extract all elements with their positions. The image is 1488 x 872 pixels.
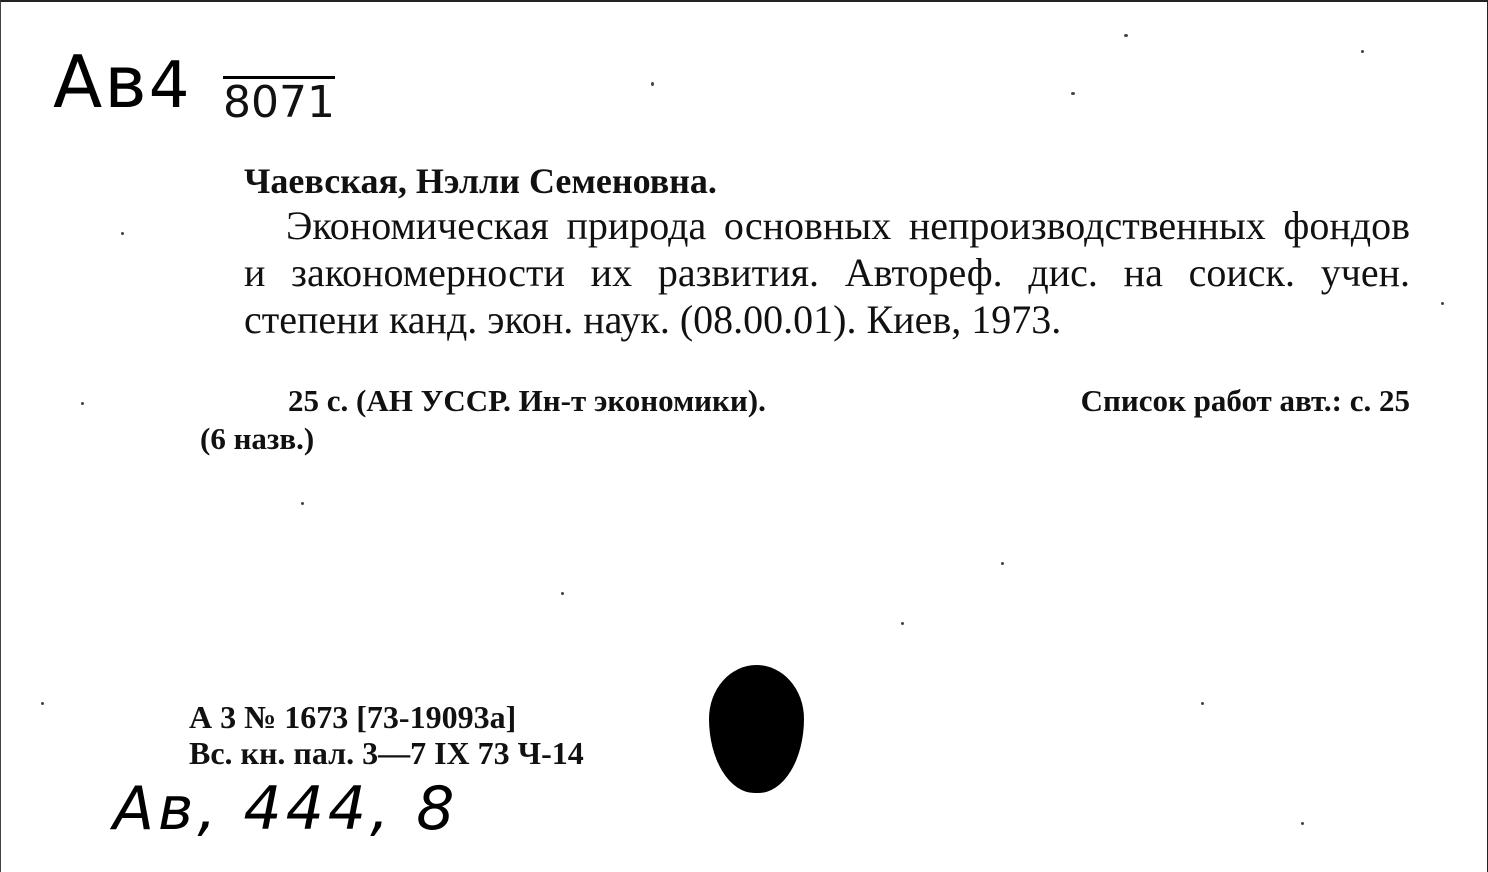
handwritten-shelfmark: Ав, 444, 8	[113, 774, 459, 844]
pagination-note	[200, 382, 1410, 458]
scan-speck	[1441, 302, 1444, 305]
scan-speck	[1301, 822, 1304, 825]
bibliography-note: Список работ авт.: с. 25	[1080, 383, 1410, 418]
scan-speck	[121, 232, 124, 235]
scan-speck	[41, 702, 44, 705]
scan-speck	[81, 402, 84, 405]
call-number-digits: 8071	[223, 77, 335, 128]
scan-speck	[901, 622, 904, 625]
chamber-line: Вс. кн. пал. 3—7 IX 73 Ч-14	[189, 735, 584, 771]
record-number: А 3 № 1673 [73-19093а]	[189, 699, 517, 735]
scan-speck	[1361, 50, 1364, 53]
note-tail: (6 назв.)	[200, 421, 315, 456]
scan-speck	[1201, 702, 1204, 705]
punch-hole	[709, 665, 804, 793]
scan-speck	[1124, 34, 1128, 37]
scan-speck	[301, 502, 304, 505]
scan-speck	[1071, 92, 1075, 95]
title-description: Экономическая природа основных непроизводственных фондов и закономерности их развития. Автореф. дис. на соиск. учен. степени канд. экон. наук. (08.00.01). Киев, 1973.	[244, 203, 1410, 342]
pages-series: 25 с. (АН УССР. Ин-т экономики).	[288, 383, 766, 418]
scan-speck	[1001, 562, 1004, 565]
author-heading: Чаевская, Нэлли Семеновна.	[244, 161, 717, 201]
call-prefix: Ав	[53, 40, 149, 124]
scan-speck	[561, 592, 564, 595]
call-superscript: 4	[148, 49, 192, 123]
handwritten-call-number	[53, 40, 191, 124]
scan-speck	[651, 82, 654, 86]
